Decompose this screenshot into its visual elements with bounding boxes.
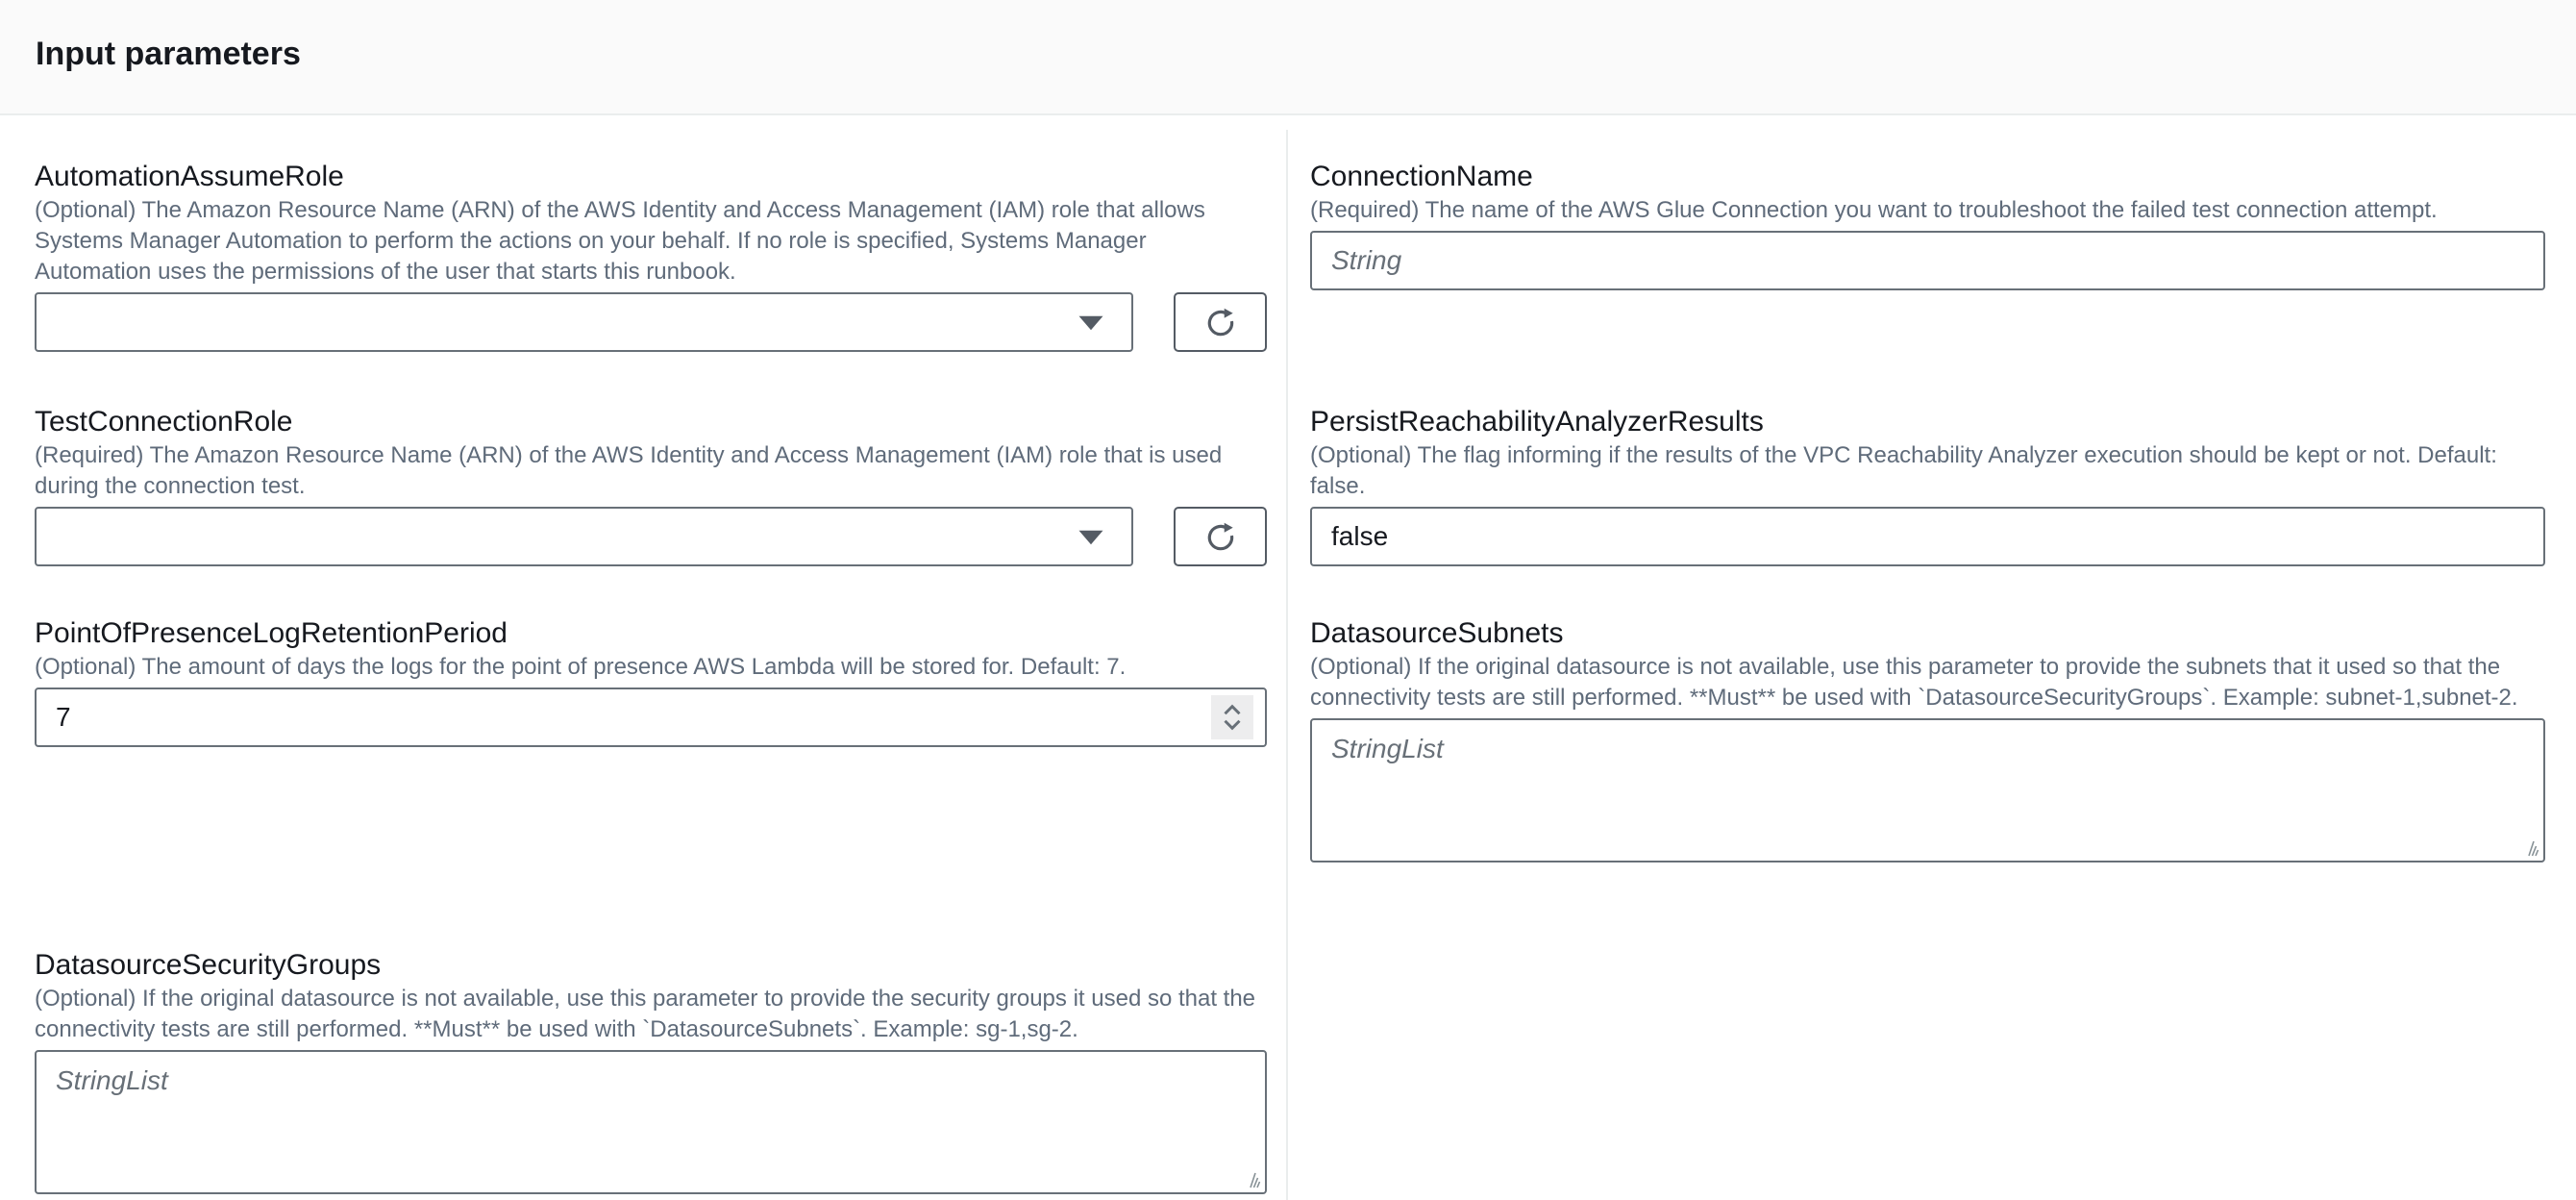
automation-assume-role-refresh-button[interactable] [1174,292,1267,352]
empty-cell [1286,947,2576,1200]
field-datasource-subnets [1286,615,2576,947]
chevron-down-icon [1077,529,1104,546]
datasource-subnets-textarea[interactable] [1310,718,2545,862]
field-automation-assume-role [35,159,1286,404]
test-connection-role-select[interactable] [35,507,1133,566]
field-description: (Optional) If the original datasource is not available, use this parameter to provide the subnets that it used so that the connectivity tests are still performed. **Must** be used with `DatasourceSecurityGroups`. Example: subnet-1,subnet-2. [1310,654,2518,711]
field-description: (Optional) The Amazon Resource Name (ARN) of the AWS Identity and Access Management (IAM) role that allows Systems Manager Automation to perform the actions on your behalf. If no role is specified, Systems Manager Automation uses the permissions of the user that starts this runbook. [35,197,1205,285]
panel-title: Input parameters [36,36,301,72]
field-description: (Required) The name of the AWS Glue Connection you want to troubleshoot the failed test connection attempt. [1310,197,2438,223]
field-description: (Optional) The flag informing if the results of the VPC Reachability Analyzer execution should be kept or not. Default: false. [1310,442,2497,499]
test-connection-role-refresh-button[interactable] [1174,507,1267,566]
field-label: ConnectionName [1310,161,1533,192]
number-stepper[interactable] [1211,695,1253,739]
chevron-down-icon [1077,314,1104,332]
field-label: TestConnectionRole [35,406,293,438]
field-test-connection-role [35,404,1286,615]
field-point-of-presence-log-retention-period [35,615,1286,947]
form-grid [0,115,2576,1200]
field-label: PointOfPresenceLogRetentionPeriod [35,617,508,649]
field-label: DatasourceSubnets [1310,617,1564,649]
column-divider [1286,130,1288,1200]
field-label: AutomationAssumeRole [35,161,344,192]
field-description: (Optional) The amount of days the logs for the point of presence AWS Lambda will be stored for. Default: 7. [35,654,1127,680]
panel-header [0,0,2576,115]
field-description: (Optional) If the original datasource is not available, use this parameter to provide the security groups it used so that the connectivity tests are still performed. **Must** be used with `DatasourceSubnets`. Example: sg-1,sg-2. [35,986,1256,1042]
datasource-security-groups-textarea[interactable] [35,1050,1267,1194]
field-description: (Required) The Amazon Resource Name (ARN) of the AWS Identity and Access Management (IAM) role that is used during the connection test. [35,442,1223,499]
field-connection-name [1286,159,2576,404]
connection-name-input[interactable] [1310,231,2545,290]
field-persist-reachability-analyzer-results [1286,404,2576,615]
refresh-icon [1203,305,1238,339]
automation-assume-role-select[interactable] [35,292,1133,352]
refresh-icon [1203,519,1238,554]
field-label: DatasourceSecurityGroups [35,949,382,981]
field-label: PersistReachabilityAnalyzerResults [1310,406,1764,438]
field-datasource-security-groups [35,947,1286,1200]
persist-reachability-analyzer-results-input[interactable] [1310,507,2545,566]
up-down-chevrons-icon [1220,703,1245,732]
point-of-presence-log-retention-period-input[interactable] [35,688,1267,747]
